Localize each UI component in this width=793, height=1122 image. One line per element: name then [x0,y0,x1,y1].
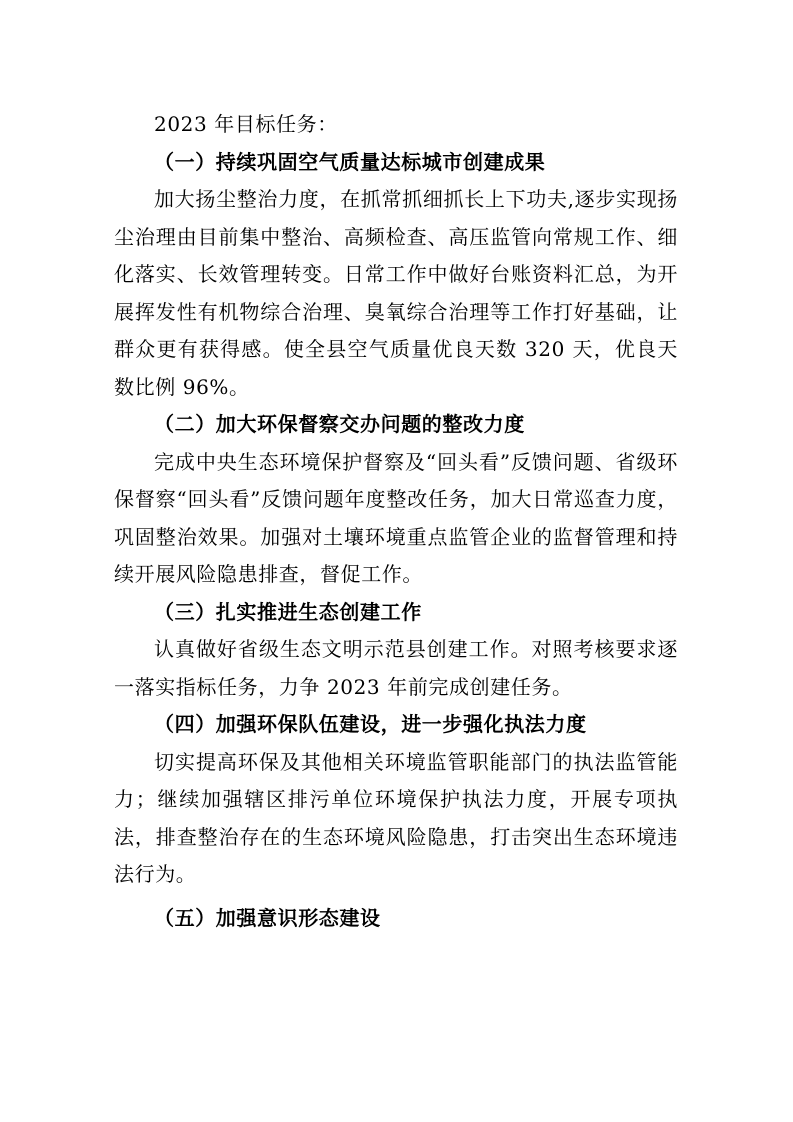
section-2-heading: （二）加大环保督察交办问题的整改力度 [154,412,525,436]
section-5-heading: （五）加强意识形态建设 [154,905,381,930]
section-4-body: 切实提高环保及其他相关环境监管职能部门的执法监管能力；继续加强辖区排污单位环境保护执法力度，开展专项执法，排查整治存在的生态环境风险隐患，打击突出生态环境违法行为。 [114,749,678,886]
section-4-heading: （四）加强环保队伍建设，进一步强化执法力度 [154,712,587,736]
section-3-heading: （三）扎实推进生态创建工作 [154,599,422,624]
intro-line: 2023 年目标任务： [154,112,338,136]
section-3-body: 认真做好省级生态文明示范县创建工作。对照考核要求逐一落实指标任务，力争 2023 年前完成创建任务。 [114,637,678,699]
section-2-body: 完成中央生态环境保护督察及“回头看”反馈问题、省级环保督察“回头看”反馈问题年度整改任务，加大日常巡查力度，巩固整治效果。加强对土壤环境重点监管企业的监督管理和持续开展风险隐患排查，督促工作。 [114,449,678,586]
document-page [114,106,678,937]
section-1-body: 加大扬尘整治力度，在抓常抓细抓长上下功夫,逐步实现扬尘治理由目前集中整治、高频检查、高压监管向常规工作、细化落实、长效管理转变。日常工作中做好台账资料汇总，为开展挥发性有机物综合治理、臭氧综合治理等工作打好基础，让群众更有获得感。使全县空气质量优良天数 320 天，优良天数比例 96%。 [114,187,678,399]
section-1-heading: （一）持续巩固空气质量达标城市创建成果 [154,149,546,174]
